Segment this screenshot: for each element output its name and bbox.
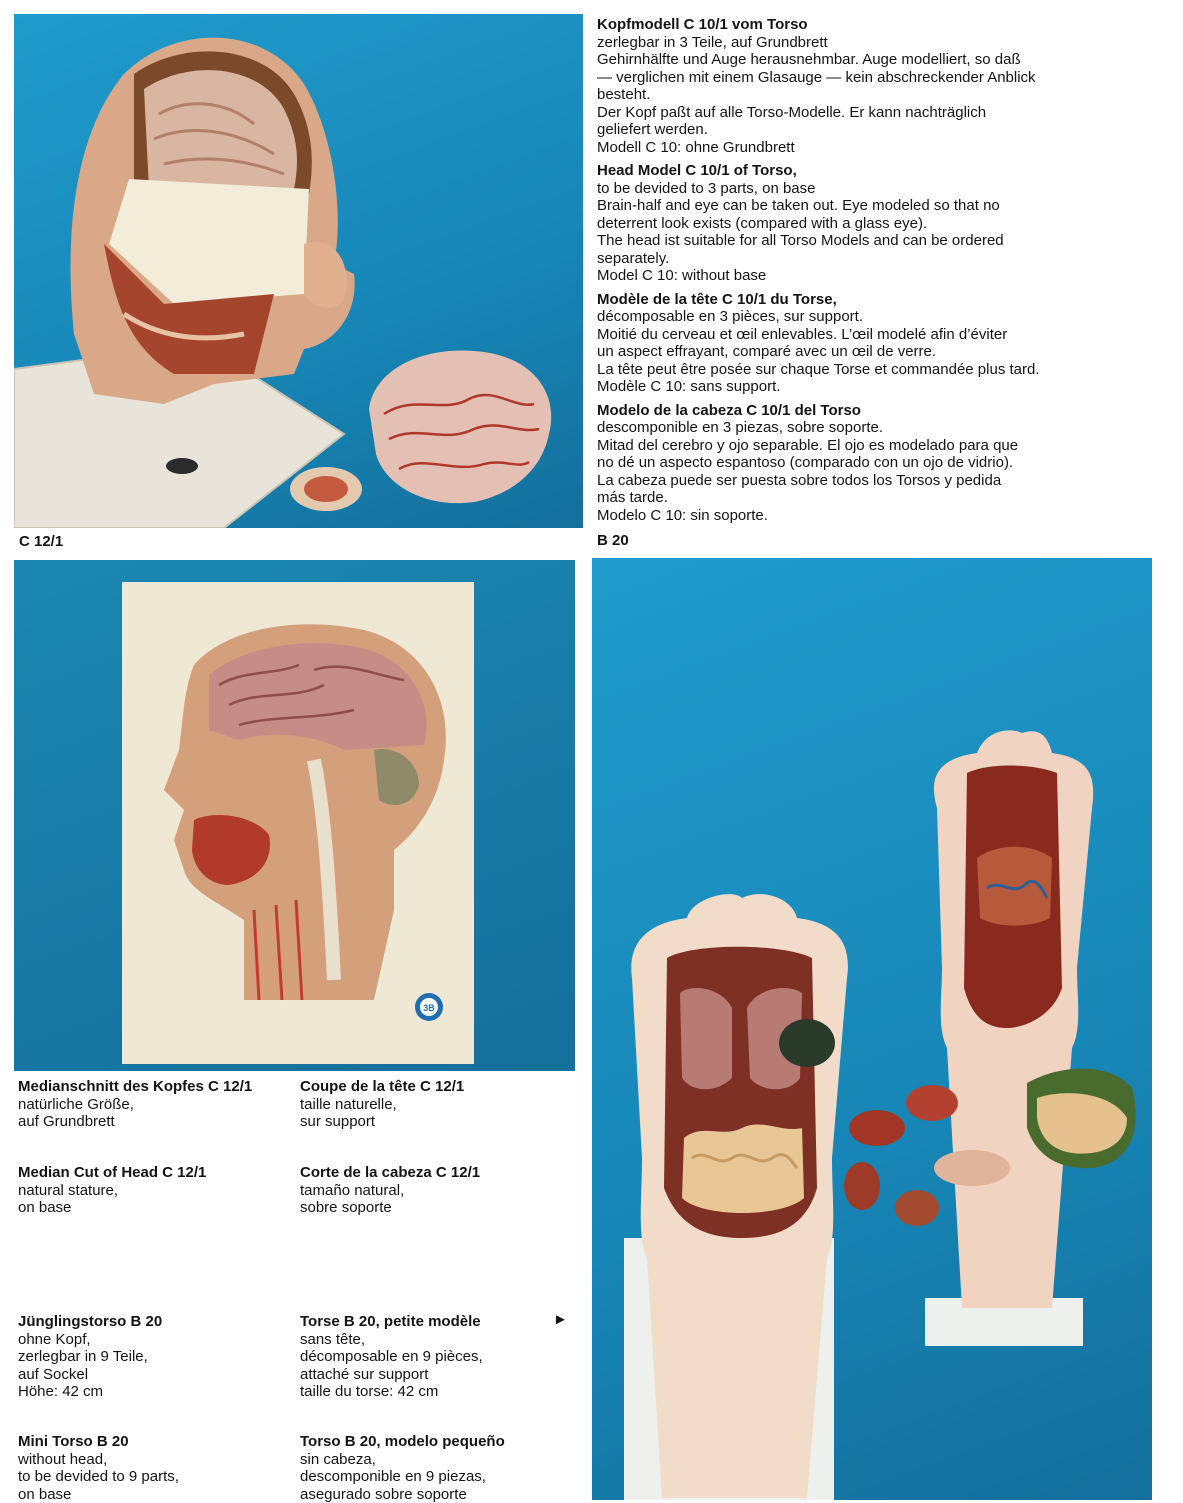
c10-line: to be devided to 3 parts, on base bbox=[597, 180, 1157, 198]
c12-line: sur support bbox=[300, 1113, 565, 1131]
c12-caption-fr bbox=[300, 1078, 565, 1131]
c10-line: geliefert werden. bbox=[597, 121, 1157, 139]
figure-label-b20: B 20 bbox=[597, 532, 629, 549]
b20-line: to be devided to 9 parts, bbox=[18, 1468, 283, 1486]
b20-line: without head, bbox=[18, 1451, 283, 1469]
b20-line: auf Sockel bbox=[18, 1366, 283, 1384]
b20-title-de: Jünglingstorso B 20 bbox=[18, 1313, 283, 1331]
b20-line: sans tête, bbox=[300, 1331, 565, 1349]
c10-line: más tarde. bbox=[597, 489, 1157, 507]
torso-illustration bbox=[592, 558, 1152, 1500]
c10-line: La tête peut être posée sur chaque Torse et commandée plus tard. bbox=[597, 361, 1157, 379]
c10-line: zerlegbar in 3 Teile, auf Grundbrett bbox=[597, 34, 1157, 52]
c12-caption-de bbox=[18, 1078, 283, 1131]
c10-title-es: Modelo de la cabeza C 10/1 del Torso bbox=[597, 402, 1157, 420]
b20-caption-fr bbox=[300, 1313, 565, 1401]
logo-3b: 3B bbox=[423, 1003, 435, 1013]
head-model-illustration bbox=[14, 14, 583, 528]
c10-line: décomposable en 3 pièces, sur support. bbox=[597, 308, 1157, 326]
c10-line: La cabeza puede ser puesta sobre todos los Torsos y pedida bbox=[597, 472, 1157, 490]
c10-line: Modelo C 10: sin soporte. bbox=[597, 507, 1157, 525]
median-cut-illustration bbox=[14, 560, 575, 1071]
c10-line: un aspect effrayant, comparé avec un œil de verre. bbox=[597, 343, 1157, 361]
c12-line: taille naturelle, bbox=[300, 1096, 565, 1114]
b20-caption-en bbox=[18, 1433, 283, 1503]
b20-line: zerlegbar in 9 Teile, bbox=[18, 1348, 283, 1366]
b20-line: taille du torse: 42 cm bbox=[300, 1383, 565, 1401]
c10-line: Gehirnhälfte und Auge herausnehmbar. Auge modelliert, so daß bbox=[597, 51, 1157, 69]
c12-line: sobre soporte bbox=[300, 1199, 565, 1217]
c12-title-de: Medianschnitt des Kopfes C 12/1 bbox=[18, 1078, 283, 1096]
b20-title-fr: Torse B 20, petite modèle bbox=[300, 1313, 565, 1331]
photo-torso-b20 bbox=[592, 558, 1152, 1500]
c12-title-en: Median Cut of Head C 12/1 bbox=[18, 1164, 283, 1182]
c10-line: — verglichen mit einem Glasauge — kein abschreckender Anblick bbox=[597, 69, 1157, 87]
c10-line: Der Kopf paßt auf alle Torso-Modelle. Er kann nachträglich bbox=[597, 104, 1157, 122]
b20-title-es: Torso B 20, modelo pequeño bbox=[300, 1433, 565, 1451]
c10-line: Model C 10: without base bbox=[597, 267, 1157, 285]
c12-line: on base bbox=[18, 1199, 283, 1217]
c12-caption-es bbox=[300, 1164, 565, 1217]
c12-line: natural stature, bbox=[18, 1182, 283, 1200]
c10-description-de bbox=[597, 16, 1157, 156]
c10-title-fr: Modèle de la tête C 10/1 du Torse, bbox=[597, 291, 1157, 309]
b20-line: descomponible en 9 piezas, bbox=[300, 1468, 565, 1486]
c10-line: no dé un aspecto espantoso (comparado con un ojo de vidrio). bbox=[597, 454, 1157, 472]
b20-line: asegurado sobre soporte bbox=[300, 1486, 565, 1503]
c10-description-es bbox=[597, 402, 1157, 525]
b20-line: décomposable en 9 pièces, bbox=[300, 1348, 565, 1366]
b20-caption-es bbox=[300, 1433, 565, 1503]
c10-description bbox=[597, 16, 1157, 530]
c10-line: Modell C 10: ohne Grundbrett bbox=[597, 139, 1157, 157]
c10-line: Moitié du cerveau et œil enlevables. L’œil modelé afin d’éviter bbox=[597, 326, 1157, 344]
c12-title-es: Corte de la cabeza C 12/1 bbox=[300, 1164, 565, 1182]
b20-line: Höhe: 42 cm bbox=[18, 1383, 283, 1401]
c12-title-fr: Coupe de la tête C 12/1 bbox=[300, 1078, 565, 1096]
figure-label-c12: C 12/1 bbox=[19, 533, 63, 550]
b20-line: sin cabeza, bbox=[300, 1451, 565, 1469]
c10-title-de: Kopfmodell C 10/1 vom Torso bbox=[597, 16, 1157, 34]
c10-line: Modèle C 10: sans support. bbox=[597, 378, 1157, 396]
c10-line: The head ist suitable for all Torso Models and can be ordered bbox=[597, 232, 1157, 250]
c10-line: Mitad del cerebro y ojo separable. El ojo es modelado para que bbox=[597, 437, 1157, 455]
c10-title-en: Head Model C 10/1 of Torso, bbox=[597, 162, 1157, 180]
c10-description-en bbox=[597, 162, 1157, 285]
c10-line: separately. bbox=[597, 250, 1157, 268]
b20-line: on base bbox=[18, 1486, 283, 1503]
c10-line: descomponible en 3 piezas, sobre soporte. bbox=[597, 419, 1157, 437]
photo-head-model-c10 bbox=[14, 14, 583, 528]
b20-line: attaché sur support bbox=[300, 1366, 565, 1384]
c12-caption-en bbox=[18, 1164, 283, 1217]
c12-line: natürliche Größe, bbox=[18, 1096, 283, 1114]
c12-line: auf Grundbrett bbox=[18, 1113, 283, 1131]
b20-caption-de bbox=[18, 1313, 283, 1401]
c10-line: besteht. bbox=[597, 86, 1157, 104]
b20-title-en: Mini Torso B 20 bbox=[18, 1433, 283, 1451]
photo-median-cut-c12 bbox=[14, 560, 575, 1071]
arrow-right-icon: ► bbox=[553, 1311, 568, 1328]
c10-line: Brain-half and eye can be taken out. Eye modeled so that no bbox=[597, 197, 1157, 215]
b20-line: ohne Kopf, bbox=[18, 1331, 283, 1349]
c10-description-fr bbox=[597, 291, 1157, 396]
c12-line: tamaño natural, bbox=[300, 1182, 565, 1200]
c10-line: deterrent look exists (compared with a glass eye). bbox=[597, 215, 1157, 233]
